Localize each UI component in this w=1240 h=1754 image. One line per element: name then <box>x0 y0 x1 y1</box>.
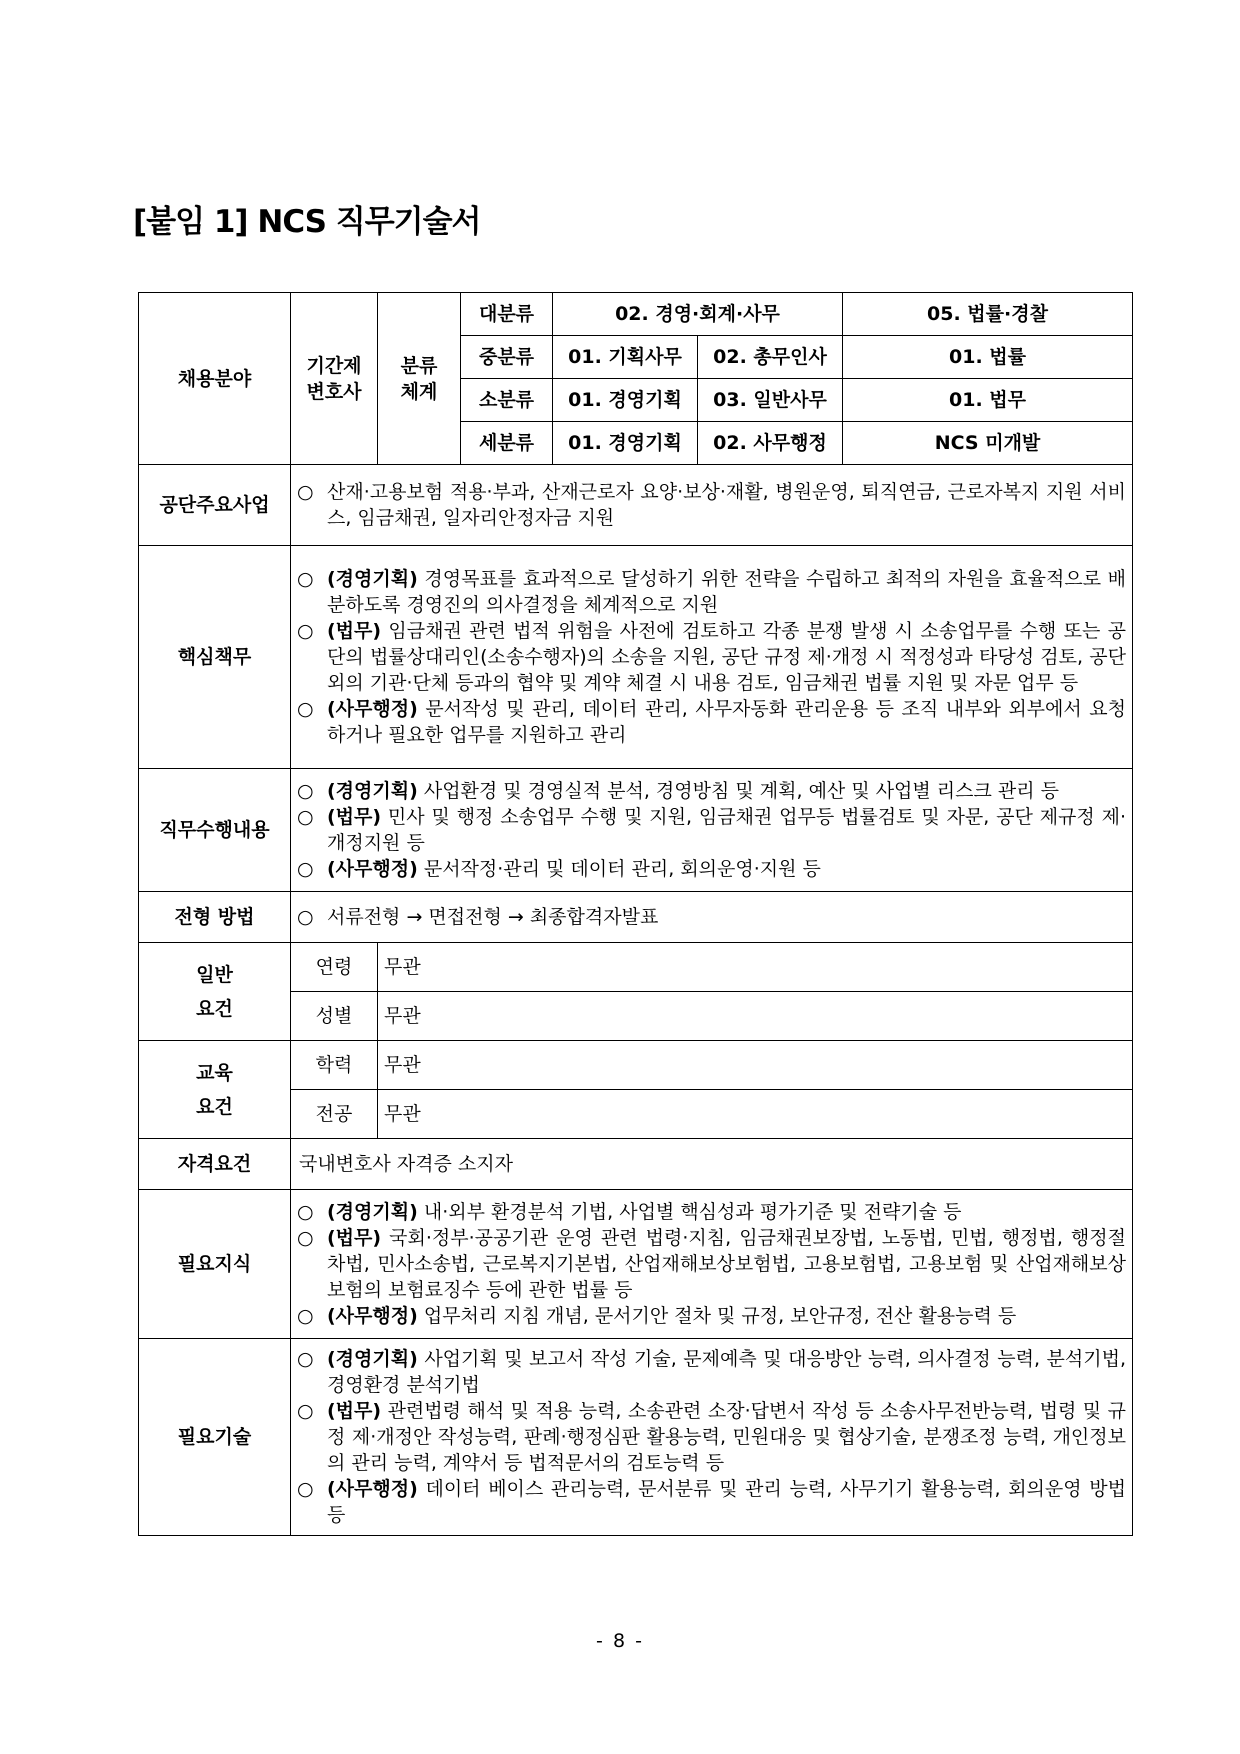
business-row <box>139 465 1133 546</box>
class-value: 01. 법률 <box>843 336 1133 379</box>
level-label: 대분류 <box>461 293 553 336</box>
system-label: 분류 체계 <box>378 293 461 465</box>
bullet-icon: ○ <box>297 858 314 880</box>
bullet-icon: ○ <box>297 1348 314 1370</box>
req-value: 무관 <box>378 943 1133 992</box>
class-value: 01. 법무 <box>843 379 1133 422</box>
bullet-icon: ○ <box>297 1227 314 1249</box>
duties-row <box>139 546 1133 769</box>
class-value: 01. 기획사무 <box>553 336 698 379</box>
list-item: ○ 산재·고용보험 적용·부과, 산재근로자 요양·보상·재활, 병원운영, 퇴직연금, 근로자복지 지원 서비스, 임금채권, 일자리안정자금 지원 <box>297 481 1126 529</box>
class-value: 02. 사무행정 <box>698 422 843 465</box>
job-description-table <box>138 292 1133 1536</box>
req-value: 무관 <box>378 1041 1133 1090</box>
knowledge-row <box>139 1190 1133 1339</box>
page-number: - 8 - <box>596 1630 644 1652</box>
class-value: NCS 미개발 <box>843 422 1133 465</box>
req-key: 전공 <box>291 1090 378 1139</box>
class-value: 01. 경영기획 <box>553 379 698 422</box>
req-value: 무관 <box>378 1090 1133 1139</box>
bullet-icon: ○ <box>297 568 314 590</box>
class-value: 01. 경영기획 <box>553 422 698 465</box>
license-label: 자격요건 <box>139 1139 291 1190</box>
selection-row <box>139 892 1133 943</box>
education-row <box>139 1041 1133 1090</box>
knowledge-label: 필요지식 <box>139 1190 291 1339</box>
tasks-row <box>139 769 1133 892</box>
bullet-icon: ○ <box>297 806 314 828</box>
selection-content <box>291 892 1133 943</box>
list-item: ○ (사무행정) 문서작성 및 관리, 데이터 관리, 사무자동화 관리운용 등 조직 내부와 외부에서 요청하거나 필요한 업무를 지원하고 관리 <box>297 698 1126 746</box>
license-row <box>139 1139 1133 1190</box>
knowledge-content <box>291 1190 1133 1339</box>
tasks-content <box>291 769 1133 892</box>
bullet-icon: ○ <box>297 1478 314 1500</box>
list-item: ○ (사무행정) 업무처리 지침 개념, 문서기안 절차 및 규정, 보안규정, 전산 활용능력 등 <box>297 1305 1017 1327</box>
list-item: ○ (경영기획) 사업환경 및 경영실적 분석, 경영방침 및 계획, 예산 및 사업별 리스크 관리 등 <box>297 780 1060 802</box>
class-value: 02. 총무인사 <box>698 336 843 379</box>
list-item: ○ (경영기획) 경영목표를 효과적으로 달성하기 위한 전략을 수립하고 최적의 자원을 효율적으로 배분하도록 경영진의 의사결정을 체계적으로 지원 <box>297 568 1126 616</box>
general-label: 일반 요건 <box>139 943 291 1041</box>
list-item: ○ (사무행정) 데이터 베이스 관리능력, 문서분류 및 관리 능력, 사무기기 활용능력, 회의운영 방법 등 <box>297 1478 1126 1526</box>
selection-label: 전형 방법 <box>139 892 291 943</box>
level-label: 중분류 <box>461 336 553 379</box>
skills-label: 필요기술 <box>139 1339 291 1536</box>
list-item: ○ (사무행정) 문서작정·관리 및 데이터 관리, 회의운영·지원 등 <box>297 858 821 880</box>
bullet-icon: ○ <box>297 906 314 928</box>
general-row <box>139 943 1133 992</box>
classification-row-major <box>139 293 1133 336</box>
req-value: 무관 <box>378 992 1133 1041</box>
business-label: 공단주요사업 <box>139 465 291 546</box>
tasks-label: 직무수행내용 <box>139 769 291 892</box>
bullet-icon: ○ <box>297 780 314 802</box>
req-key: 학력 <box>291 1041 378 1090</box>
duties-label: 핵심책무 <box>139 546 291 769</box>
list-item: ○ (경영기획) 내·외부 환경분석 기법, 사업별 핵심성과 평가기준 및 전략기술 등 <box>297 1201 962 1223</box>
bullet-icon: ○ <box>297 620 314 642</box>
req-key: 성별 <box>291 992 378 1041</box>
class-value: 02. 경영·회계·사무 <box>553 293 843 336</box>
skills-row <box>139 1339 1133 1536</box>
level-label: 소분류 <box>461 379 553 422</box>
bullet-icon: ○ <box>297 1201 314 1223</box>
skills-content <box>291 1339 1133 1536</box>
list-item: ○ 서류전형 → 면접전형 → 최종합격자발표 <box>297 906 659 928</box>
bullet-icon: ○ <box>297 1305 314 1327</box>
list-item: ○ (법무) 민사 및 행정 소송업무 수행 및 지원, 임금채권 업무등 법률검토 및 자문, 공단 제규정 제·개정지원 등 <box>297 806 1126 854</box>
bullet-icon: ○ <box>297 698 314 720</box>
list-item: ○ (법무) 국회·정부·공공기관 운영 관련 법령·지침, 임금채권보장법, 노동법, 민법, 행정법, 행정절차법, 민사소송법, 근로복지기본법, 산업재해보상보험법, 고용보험법, 고용보험 및 산업재해보상보험의 보험료징수 등에 관한 법률 등 <box>297 1227 1126 1301</box>
position-label: 기간제 변호사 <box>291 293 378 465</box>
list-item: ○ (법무) 임금채권 관련 법적 위험을 사전에 검토하고 각종 분쟁 발생 시 소송업무를 수행 또는 공단의 법률상대리인(소송수행자)의 소송을 지원, 공단 규정 제·개정 시 적정성과 타당성 검토, 공단 외의 기관·단체 등과의 협약 및 계약 체결 시 내용 검토, 임금채권 법률 지원 및 자문 업무 등 <box>297 620 1126 694</box>
class-value: 03. 일반사무 <box>698 379 843 422</box>
level-label: 세분류 <box>461 422 553 465</box>
duties-content <box>291 546 1133 769</box>
bullet-icon: ○ <box>297 1400 314 1422</box>
business-content <box>291 465 1133 546</box>
bullet-icon: ○ <box>297 481 314 503</box>
education-label: 교육 요건 <box>139 1041 291 1139</box>
req-key: 연령 <box>291 943 378 992</box>
license-content: 국내변호사 자격증 소지자 <box>291 1139 1133 1190</box>
list-item: ○ (경영기획) 사업기획 및 보고서 작성 기술, 문제예측 및 대응방안 능력, 의사결정 능력, 분석기법, 경영환경 분석기법 <box>297 1348 1126 1396</box>
page-title: [붙임 1] NCS 직무기술서 <box>133 204 481 240</box>
list-item: ○ (법무) 관련법령 해석 및 적용 능력, 소송관련 소장·답변서 작성 등 소송사무전반능력, 법령 및 규정 제·개정안 작성능력, 판례·행정심판 활용능력, 민원대응 및 협상기술, 분쟁조정 능력, 개인정보의 관리 능력, 계약서 등 법적문서의 검토능력 등 <box>297 1400 1126 1474</box>
class-value: 05. 법률·경찰 <box>843 293 1133 336</box>
recruit-label: 채용분야 <box>139 293 291 465</box>
